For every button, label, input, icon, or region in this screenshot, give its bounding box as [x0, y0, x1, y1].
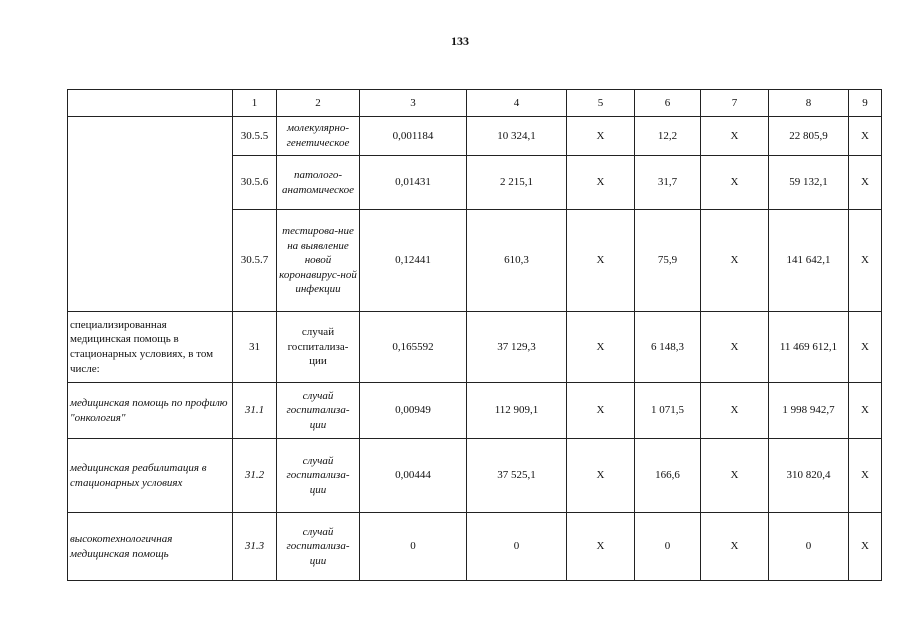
data-table	[67, 89, 882, 581]
row-unit: случай госпитализа-ции	[277, 383, 360, 439]
cell-col-3: 0	[360, 513, 467, 581]
cell-col-7: X	[701, 117, 769, 156]
cell-col-7: X	[701, 383, 769, 439]
cell-col-3: 0,00949	[360, 383, 467, 439]
row-unit: случай госпитализа-ции	[277, 312, 360, 383]
page-number: 133	[451, 34, 469, 48]
header-col-5: 5	[567, 90, 635, 117]
cell-col-4: 2 215,1	[467, 156, 567, 210]
cell-col-5: X	[567, 312, 635, 383]
header-col-2: 2	[277, 90, 360, 117]
row-unit: патолого-анатомическое	[277, 156, 360, 210]
table-row	[68, 439, 882, 513]
cell-col-3: 0,165592	[360, 312, 467, 383]
cell-col-9: X	[849, 117, 882, 156]
cell-col-4: 37 129,3	[467, 312, 567, 383]
row-code: 31	[233, 312, 277, 383]
cell-col-3: 0,01431	[360, 156, 467, 210]
row-code: 30.5.5	[233, 117, 277, 156]
cell-col-6: 166,6	[635, 439, 701, 513]
cell-col-3: 0,12441	[360, 210, 467, 312]
cell-col-6: 1 071,5	[635, 383, 701, 439]
cell-col-4: 610,3	[467, 210, 567, 312]
cell-col-5: X	[567, 383, 635, 439]
cell-col-7: X	[701, 439, 769, 513]
cell-col-8: 0	[769, 513, 849, 581]
cell-col-6: 6 148,3	[635, 312, 701, 383]
cell-col-4: 0	[467, 513, 567, 581]
table-row	[68, 117, 882, 156]
table-row	[68, 383, 882, 439]
cell-col-5: X	[567, 513, 635, 581]
row-name: медицинская реабилитация в стационарных условиях	[68, 439, 233, 513]
row-unit: молекулярно-генетическое	[277, 117, 360, 156]
row-code: 30.5.6	[233, 156, 277, 210]
cell-col-6: 12,2	[635, 117, 701, 156]
header-col-8: 8	[769, 90, 849, 117]
row-code: 31.3	[233, 513, 277, 581]
cell-col-9: X	[849, 439, 882, 513]
row-unit: тестирова-ние на выявление новой коронавирус-ной инфекции	[277, 210, 360, 312]
header-col-4: 4	[467, 90, 567, 117]
cell-col-6: 0	[635, 513, 701, 581]
cell-col-5: X	[567, 156, 635, 210]
cell-col-9: X	[849, 156, 882, 210]
table-row	[68, 312, 882, 383]
row-name: высокотехнологичная медицинская помощь	[68, 513, 233, 581]
cell-col-5: X	[567, 210, 635, 312]
cell-col-7: X	[701, 513, 769, 581]
cell-col-8: 59 132,1	[769, 156, 849, 210]
header-blank	[68, 90, 233, 117]
header-col-6: 6	[635, 90, 701, 117]
cell-col-9: X	[849, 210, 882, 312]
row-code: 31.2	[233, 439, 277, 513]
cell-col-7: X	[701, 210, 769, 312]
cell-col-8: 310 820,4	[769, 439, 849, 513]
cell-col-3: 0,00444	[360, 439, 467, 513]
table-row	[68, 513, 882, 581]
header-col-1: 1	[233, 90, 277, 117]
row-code: 30.5.7	[233, 210, 277, 312]
header-col-7: 7	[701, 90, 769, 117]
header-col-9: 9	[849, 90, 882, 117]
cell-col-4: 112 909,1	[467, 383, 567, 439]
cell-col-4: 37 525,1	[467, 439, 567, 513]
cell-col-4: 10 324,1	[467, 117, 567, 156]
cell-col-8: 1 998 942,7	[769, 383, 849, 439]
header-row	[68, 90, 882, 117]
cell-col-8: 141 642,1	[769, 210, 849, 312]
cell-col-3: 0,001184	[360, 117, 467, 156]
row-unit: случай госпитализа-ции	[277, 513, 360, 581]
cell-col-7: X	[701, 156, 769, 210]
row-name-blank	[68, 117, 233, 312]
cell-col-7: X	[701, 312, 769, 383]
cell-col-9: X	[849, 513, 882, 581]
cell-col-9: X	[849, 312, 882, 383]
row-name: специализированная медицинская помощь в стационарных условиях, в том числе:	[68, 312, 233, 383]
cell-col-5: X	[567, 117, 635, 156]
row-unit: случай госпитализа-ции	[277, 439, 360, 513]
cell-col-8: 11 469 612,1	[769, 312, 849, 383]
cell-col-5: X	[567, 439, 635, 513]
cell-col-6: 75,9	[635, 210, 701, 312]
header-col-3: 3	[360, 90, 467, 117]
row-code: 31.1	[233, 383, 277, 439]
cell-col-8: 22 805,9	[769, 117, 849, 156]
cell-col-6: 31,7	[635, 156, 701, 210]
cell-col-9: X	[849, 383, 882, 439]
row-name: медицинская помощь по профилю "онкология"	[68, 383, 233, 439]
